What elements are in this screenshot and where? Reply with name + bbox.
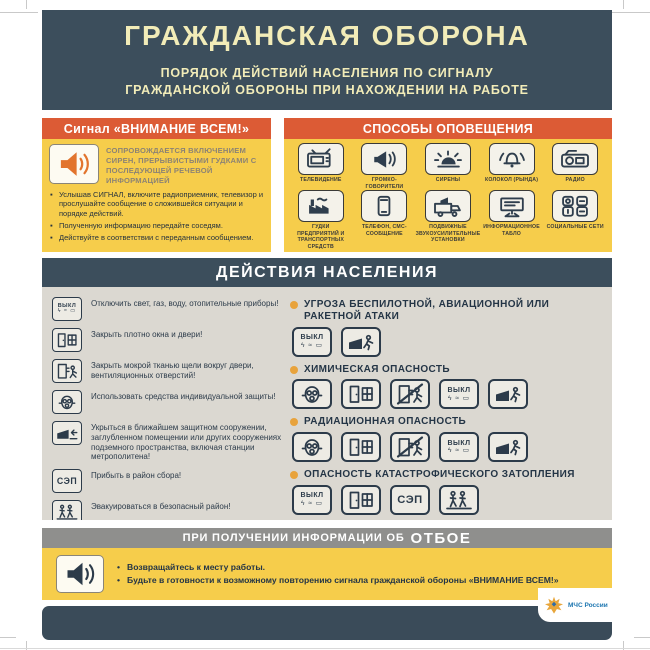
poster-subtitle xyxy=(42,65,612,99)
action-text: Использовать средства индивидуальной защиты! xyxy=(91,392,276,401)
danger-icons-row xyxy=(292,379,606,409)
notify-item-label: РАДИО xyxy=(565,177,585,183)
factory-icon xyxy=(298,190,344,222)
notify-item xyxy=(292,143,350,190)
notify-item xyxy=(419,143,477,190)
crop-mark xyxy=(612,12,650,13)
danger-title: ХИМИЧЕСКАЯ ОПАСНОСТЬ xyxy=(304,363,451,375)
notify-item xyxy=(546,143,604,190)
danger-icons-row xyxy=(292,327,606,357)
danger-block-radiation xyxy=(290,416,606,462)
notify-item-label: ГРОМКО-ГОВОРИТЕЛИ xyxy=(365,177,404,190)
notify-item-label: ТЕЛЕВИДЕНИЕ xyxy=(300,177,342,183)
sound-truck-icon xyxy=(425,190,471,222)
close-windows-icon xyxy=(341,379,381,409)
action-item xyxy=(52,421,284,462)
mchs-emblem-icon xyxy=(542,594,566,616)
signal-box-header: Сигнал «ВНИМАНИЕ ВСЕМ!» xyxy=(42,118,271,139)
all-clear-bullet-list xyxy=(116,560,559,588)
action-item xyxy=(52,500,284,520)
danger-block-flood xyxy=(290,469,606,515)
action-item xyxy=(52,469,284,493)
all-clear-prefix: ПРИ ПОЛУЧЕНИИ ИНФОРМАЦИИ ОБ xyxy=(182,532,405,544)
notify-item xyxy=(546,190,604,250)
evacuate-icon xyxy=(439,485,479,515)
notify-item xyxy=(415,190,481,250)
actions-body xyxy=(42,287,612,520)
siren-icon xyxy=(425,143,471,175)
shelter-run-icon xyxy=(488,379,528,409)
shelter-run-icon xyxy=(341,327,381,357)
top-boxes-row xyxy=(42,118,612,252)
action-item xyxy=(52,359,284,383)
signal-bullet: ▪ Действуйте в соответствии с переданным сообщением. xyxy=(49,233,264,242)
speaker-icon xyxy=(49,144,99,184)
action-item xyxy=(52,328,284,352)
shelter-run-icon xyxy=(488,432,528,462)
mchs-label: МЧС России xyxy=(568,601,608,609)
danger-title: РАДИАЦИОННАЯ ОПАСНОСТЬ xyxy=(304,416,467,428)
danger-title: УГРОЗА БЕСПИЛОТНОЙ, АВИАЦИОННОЙ ИЛИ РАКЕТНОЙ АТАКИ xyxy=(304,299,550,322)
notify-item xyxy=(356,143,414,190)
close-windows-icon xyxy=(341,485,381,515)
notify-item-label: ИНФОРМАЦИОННОЕ ТАБЛО xyxy=(483,224,540,237)
seal-gaps-crossed-icon xyxy=(390,379,430,409)
subtitle-line-1: ПОРЯДОК ДЕЙСТВИЙ НАСЕЛЕНИЯ ПО СИГНАЛУ xyxy=(160,66,494,80)
notify-box-body xyxy=(284,139,612,252)
crop-mark xyxy=(26,0,27,9)
seal-gaps-crossed-icon xyxy=(390,432,430,462)
bullet-dot xyxy=(290,471,298,479)
danger-icons-row xyxy=(292,485,606,515)
bullet-dot xyxy=(290,301,298,309)
crop-mark xyxy=(623,0,624,9)
danger-icons-row xyxy=(292,432,606,462)
radio-icon xyxy=(552,143,598,175)
signal-bullet: ▪ Полученную информацию передайте соседям. xyxy=(49,221,264,230)
bullet-dot xyxy=(290,418,298,426)
signal-bullet-list xyxy=(49,190,264,242)
notify-item-label: СОЦИАЛЬНЫЕ СЕТИ xyxy=(546,224,604,230)
signal-bullet: ▪ Услышав СИГНАЛ, включите радиоприемник, телевизор и прослушайте сообщение о сложившейся ситуации и порядке действий. xyxy=(49,190,264,218)
gas-mask-icon xyxy=(292,432,332,462)
notify-item xyxy=(356,190,414,250)
bell-icon xyxy=(489,143,535,175)
crop-mark xyxy=(0,12,38,13)
notify-item xyxy=(483,190,541,250)
danger-block-chemical xyxy=(290,364,606,410)
notify-item-label: ТЕЛЕФОН, СМС-СООБЩЕНИЕ xyxy=(361,224,407,237)
shelter-icon xyxy=(52,421,82,445)
actions-list xyxy=(52,297,284,516)
sep-icon: СЭП xyxy=(52,469,82,493)
action-text: Отключить свет, газ, воду, отопительные приборы! xyxy=(91,299,279,308)
power-off-icon: ВЫКЛ ϟ ≈ ▭ xyxy=(52,297,82,321)
danger-block-attack xyxy=(290,299,606,357)
notify-item-label: ГУДКИ ПРЕДПРИЯТИЙ И ТРАНСПОРТНЫХ СРЕДСТВ xyxy=(297,224,345,250)
notify-box-header: СПОСОБЫ ОПОВЕЩЕНИЯ xyxy=(284,118,612,139)
bullet-dot xyxy=(290,366,298,374)
notify-item xyxy=(292,190,350,250)
mchs-logo-badge xyxy=(538,588,616,622)
actions-header: ДЕЙСТВИЯ НАСЕЛЕНИЯ xyxy=(42,258,612,287)
tv-icon xyxy=(298,143,344,175)
seal-gaps-icon xyxy=(52,359,82,383)
power-off-icon: ВЫКЛ ϟ ≈ ▭ xyxy=(439,432,479,462)
all-clear-body xyxy=(42,548,612,600)
crop-mark xyxy=(634,637,650,638)
signal-description: СОПРОВОЖДАЕТСЯ ВКЛЮЧЕНИЕМ СИРЕН, ПРЕРЫВИСТЫМИ ГУДКАМИ С ПОСЛЕДУЮЩЕЙ РЕЧЕВОЙ ИНФОРМАЦИЕЙ xyxy=(106,146,257,186)
speaker-icon xyxy=(56,555,104,593)
page-bottom-rule xyxy=(0,648,650,649)
crop-mark xyxy=(0,637,16,638)
close-windows-icon xyxy=(341,432,381,462)
action-text: Закрыть мокрой тканью щели вокруг двери, вентиляционных отверстий! xyxy=(91,361,254,380)
action-item xyxy=(52,390,284,414)
all-clear-emphasis: ОТБОЕ xyxy=(410,529,472,547)
signal-box-body xyxy=(42,139,271,252)
poster-title: ГРАЖДАНСКАЯ ОБОРОНА xyxy=(124,20,530,51)
notify-item-label: КОЛОКОЛ (РЫНДА) xyxy=(485,177,539,183)
action-item xyxy=(52,297,284,321)
loudspeaker-icon xyxy=(361,143,407,175)
signal-attention-box xyxy=(42,118,271,252)
notification-methods-box xyxy=(284,118,612,252)
notify-item xyxy=(483,143,541,190)
phone-icon xyxy=(361,190,407,222)
all-clear-section xyxy=(42,528,612,600)
notify-item-label: ПОДВИЖНЫЕ ЗВУКОУСИЛИТЕЛЬНЫЕ УСТАНОВКИ xyxy=(415,224,481,243)
danger-title: ОПАСНОСТЬ КАТАСТРОФИЧЕСКОГО ЗАТОПЛЕНИЯ xyxy=(304,469,575,481)
action-text: Эвакуироваться в безопасный район! xyxy=(91,502,231,511)
power-off-icon: ВЫКЛ ϟ ≈ ▭ xyxy=(292,327,332,357)
gas-mask-icon xyxy=(292,379,332,409)
population-actions-section xyxy=(42,258,612,520)
close-windows-icon xyxy=(52,328,82,352)
subtitle-line-2: ГРАЖДАНСКОЙ ОБОРОНЫ ПРИ НАХОЖДЕНИИ НА РАБОТЕ xyxy=(125,82,529,97)
gas-mask-icon xyxy=(52,390,82,414)
social-icon xyxy=(552,190,598,222)
action-text: Укрыться в ближайшем защитном сооружении, заглубленном помещении или других сооружениях подземного пространства, включая станции метрополитена! xyxy=(91,423,282,462)
power-off-icon: ВЫКЛ ϟ ≈ ▭ xyxy=(439,379,479,409)
info-board-icon xyxy=(489,190,535,222)
evacuate-icon xyxy=(52,500,82,520)
all-clear-bullet: • Будьте в готовности к возможному повторению сигнала гражданской обороны «ВНИМАНИЕ ВСЕМ!» xyxy=(116,575,559,586)
action-text: Закрыть плотно окна и двери! xyxy=(91,330,203,339)
action-text: Прибыть в район сбора! xyxy=(91,471,182,480)
notify-item-label: СИРЕНЫ xyxy=(435,177,461,183)
power-off-icon: ВЫКЛ ϟ ≈ ▭ xyxy=(292,485,332,515)
dangers-list xyxy=(284,297,606,516)
poster-masthead xyxy=(42,10,612,110)
footer-bar xyxy=(42,606,612,640)
sep-icon: СЭП xyxy=(390,485,430,515)
all-clear-bullet: • Возвращайтесь к месту работы. xyxy=(116,562,559,573)
all-clear-header xyxy=(42,528,612,548)
